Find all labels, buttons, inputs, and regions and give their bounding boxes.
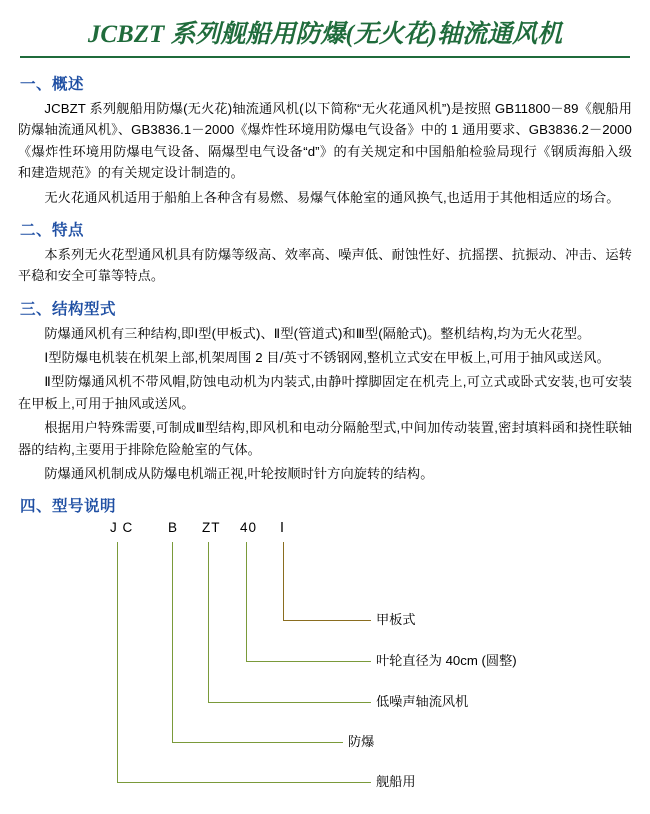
model-label-explosion-proof: 防爆 — [348, 734, 375, 750]
leader-line-vertical — [172, 542, 173, 742]
paragraph: 无火花通风机适用于船舶上各种含有易燃、易爆气体舱室的通风换气,也适用于其他相适应的场合。 — [44, 189, 620, 205]
leader-line-vertical — [208, 542, 209, 702]
section-heading-overview: 一、概述 — [20, 76, 85, 93]
model-code-diagram — [18, 520, 632, 788]
model-label-impeller-diameter: 叶轮直径为 40cm (圆整) — [376, 653, 517, 669]
section-heading-structure: 三、结构型式 — [20, 300, 117, 318]
model-code-part: J C — [110, 520, 134, 536]
title-divider — [20, 56, 630, 58]
model-code-part: B — [168, 520, 179, 536]
section-heading-model-description: 四、型号说明 — [20, 498, 117, 516]
model-code-part: 40 — [240, 520, 258, 536]
model-code-part: Ⅰ — [280, 520, 285, 536]
paragraph: Ⅰ型防爆电机装在机架上部,机架周围 2 目/英寸不锈钢网,整机立式安在甲板上,可用于抽风或送风。 — [44, 350, 610, 365]
paragraph: 防爆通风机制成从防爆电机端正视,叶轮按顺时针方向旋转的结构。 — [44, 465, 434, 481]
leader-line-horizontal — [208, 702, 371, 703]
model-label-low-noise-axial-fan: 低噪声轴流风机 — [376, 694, 469, 710]
leader-line-vertical — [117, 542, 118, 782]
leader-line-horizontal — [117, 782, 371, 783]
model-label-naval-use: 舰船用 — [376, 774, 416, 790]
paragraph: 本系列无火花型通风机具有防爆等级高、效率高、噪声低、耐蚀性好、抗摇摆、抗振动、冲击、运转平稳和安全可靠等特点。 — [18, 246, 632, 284]
page-title: JCBZT 系列舰船用防爆(无火花)轴流通风机 — [87, 21, 563, 48]
model-label-deck-type: 甲板式 — [376, 612, 416, 628]
leader-line-horizontal — [283, 620, 371, 621]
model-code-part: ZT — [202, 520, 221, 536]
paragraph: Ⅱ型防爆通风机不带风帽,防蚀电动机为内装式,由静叶撑脚固定在机壳上,可立式或卧式安装,也可安装在甲板上,可用于抽风或送风。 — [18, 374, 632, 411]
leader-line-vertical — [283, 542, 284, 620]
leader-line-horizontal — [172, 742, 343, 743]
section-heading-features: 二、特点 — [20, 221, 85, 239]
paragraph: JCBZT 系列舰船用防爆(无火花)轴流通风机(以下简称“无火花通风机”)是按照 GB11800－89《舰船用防爆轴流通风机》、GB3836.1－2000《爆炸性环境用防爆电气设备》中的 1 通用要求、GB3836.2－2000《爆炸性环境用防爆电气设备、隔爆型电气设备“d”》的有关规定和中国船舶检验局现行《钢质海船入级和建造规范》的有关规定设计制造的。 — [18, 101, 632, 181]
paragraph: 根据用户特殊需要,可制成Ⅲ型结构,即风机和电动分隔舱型式,中间加传动装置,密封填料函和挠性联轴器的结构,主要用于排除危险舱室的气体。 — [18, 420, 632, 457]
leader-line-vertical — [246, 542, 247, 661]
paragraph: 防爆通风机有三种结构,即Ⅰ型(甲板式)、Ⅱ型(管道式)和Ⅲ型(隔舱式)。整机结构,均为无火花型。 — [44, 325, 591, 341]
leader-line-horizontal — [246, 661, 371, 662]
